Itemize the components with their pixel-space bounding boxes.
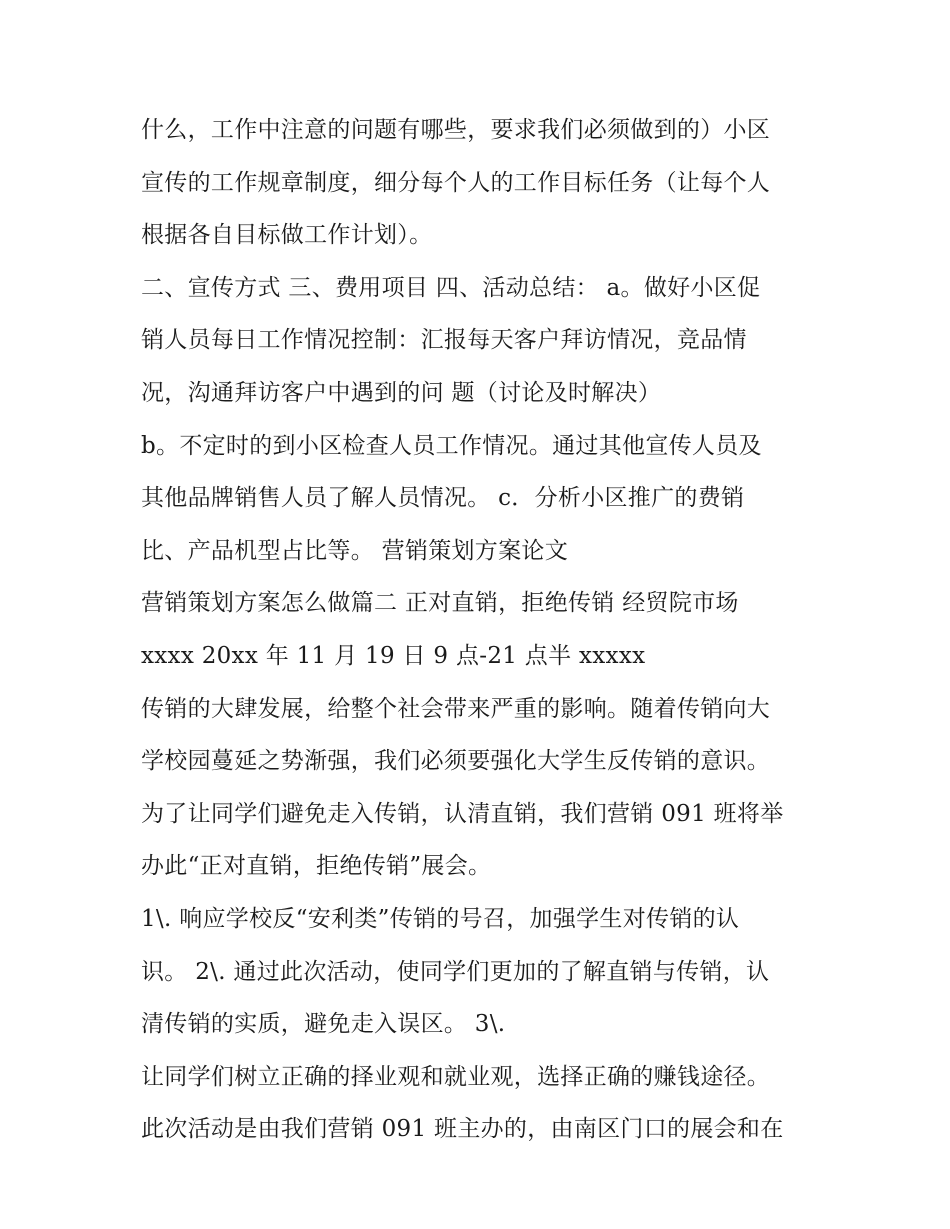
text-line: 况，沟通拜访客户中遇到的问 题（讨论及时解决） [141, 379, 662, 406]
text-line: 比、产品机型占比等。 营销策划方案论文 [141, 537, 569, 564]
document-body [141, 104, 821, 1156]
text-line: 为了让同学们避免走入传销，认清直销，我们营销 091 班将举 [141, 800, 784, 827]
text-line: 此次活动是由我们营销 091 班主办的，由南区门口的展会和在 [141, 1116, 784, 1143]
text-line: 其他品牌销售人员了解人员情况。 c．分析小区推广的费销 [141, 485, 745, 512]
text-line: 营销策划方案怎么做篇二 正对直销，拒绝传销 经贸院市场 [141, 590, 739, 617]
text-line: 二、宣传方式 三、费用项目 四、活动总结： a。做好小区促 [141, 274, 761, 301]
text-line: 宣传的工作规章制度，细分每个人的工作目标任务（让每个人 [141, 169, 771, 196]
text-line: 办此“正对直销，拒绝传销”展会。 [141, 853, 492, 880]
text-line: 1\. 响应学校反“安利类”传销的号召，加强学生对传销的认 [141, 905, 740, 932]
text-line: 识。 2\. 通过此次活动，使同学们更加的了解直销与传销，认 [141, 958, 770, 985]
text-line: 清传销的实质，避免走入误区。 3\. [141, 1011, 506, 1038]
text-line: 销人员每日工作情况控制：汇报每天客户拜访情况，竞品情 [141, 327, 747, 354]
text-line: 什么，工作中注意的问题有哪些，要求我们必须做到的）小区 [141, 117, 771, 143]
text-line: 学校园蔓延之势渐强，我们必须要强化大学生反传销的意识。 [141, 748, 771, 775]
text-line: 让同学们树立正确的择业观和就业观，选择正确的赚钱途径。 [141, 1063, 771, 1090]
text-line: b。不定时的到小区检查人员工作情况。通过其他宣传人员及 [141, 432, 762, 459]
text-line: 根据各自目标做工作计划）。 [141, 222, 433, 249]
text-line: xxxx 20xx 年 11 月 19 日 9 点-21 点半 xxxxx [141, 642, 646, 669]
text-line: 传销的大肆发展，给整个社会带来严重的影响。随着传销向大 [141, 695, 771, 722]
